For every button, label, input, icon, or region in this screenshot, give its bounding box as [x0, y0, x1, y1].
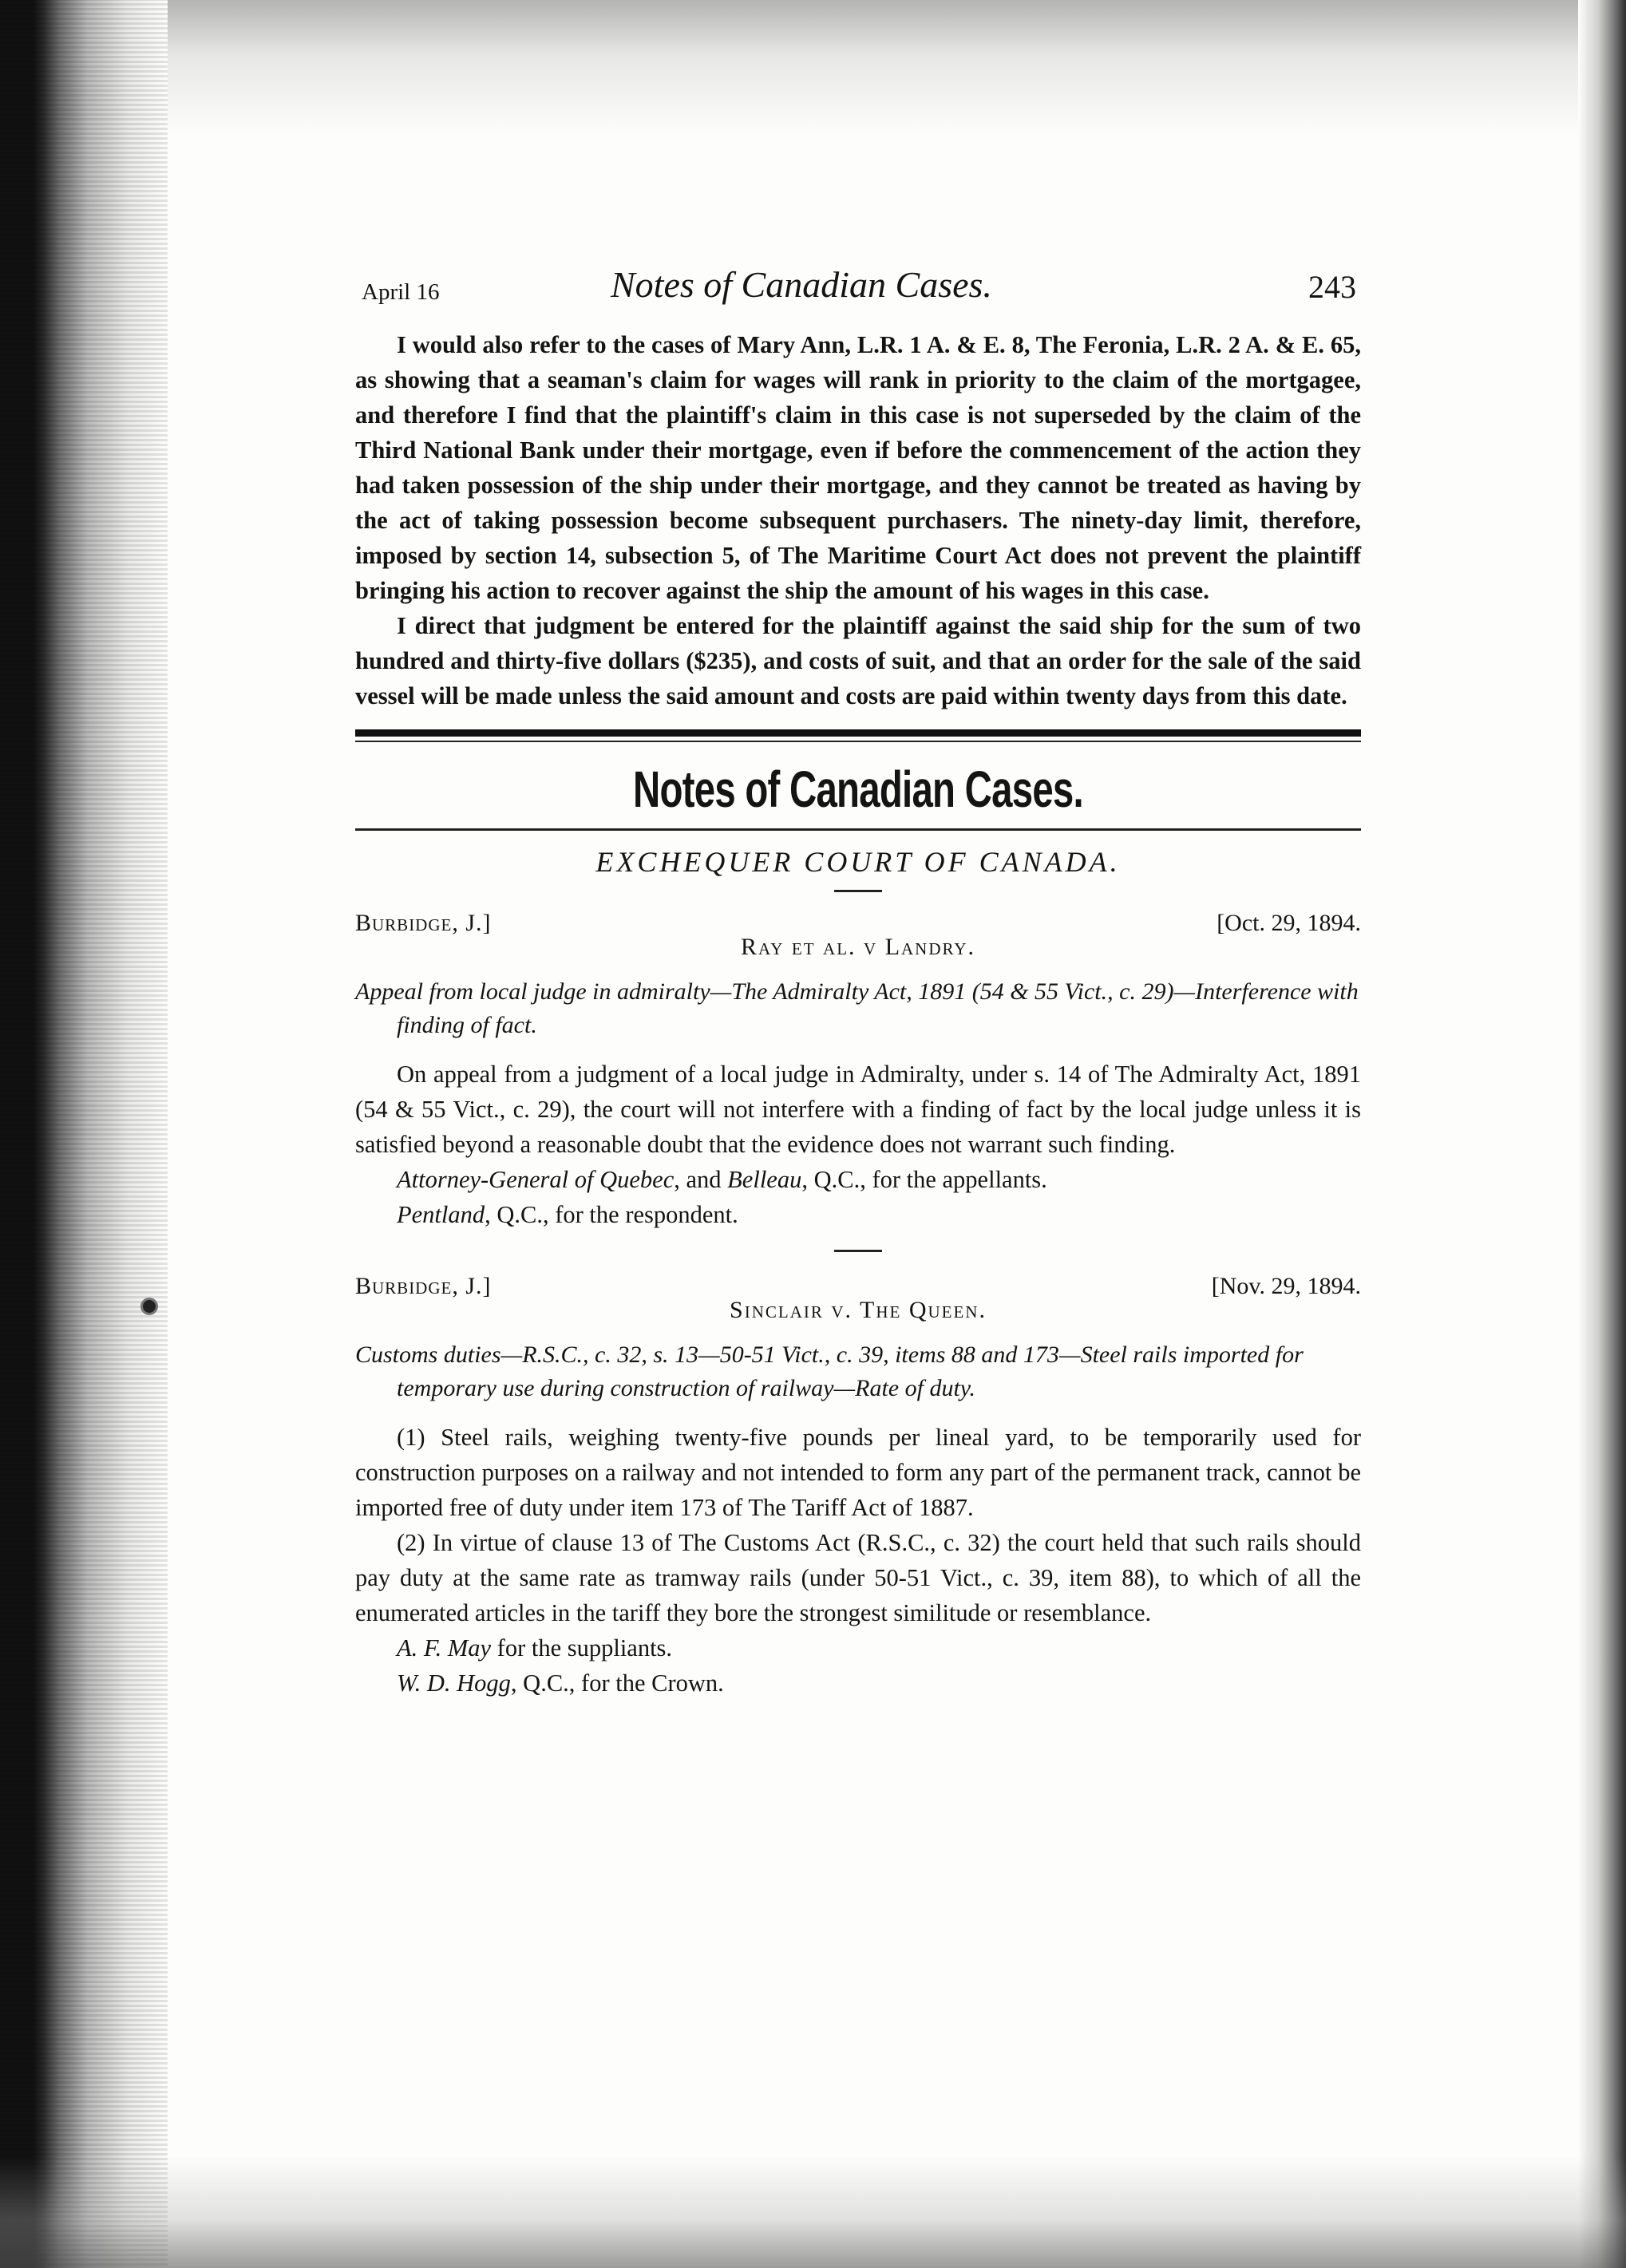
page-number: 243	[1308, 269, 1356, 305]
case-entry	[355, 1273, 1361, 1701]
page-content	[355, 263, 1361, 1701]
section-divider-thick	[355, 729, 1361, 737]
counsel-line: W. D. Hogg, Q.C., for the Crown.	[397, 1669, 724, 1697]
case-entry	[355, 910, 1361, 1232]
judgment-paragraph: I would also refer to the cases of Mary Ann, L.R. 1 A. & E. 8, The Feronia, L.R. 2 A. & E. 65, as showing that a seaman's claim for wages will rank in priority to the claim of the mortgagee, and therefore I find that the plaintiff's claim in this case is not superseded by the claim of the Third National Bank under their mortgage, even if before the commencement of the action they had taken possession of the ship under their mortgage, and they cannot be treated as having by the act of taking possession become subsequent purchasers. The ninety-day limit, therefore, imposed by section 14, subsection 5, of The Maritime Court Act does not prevent the plaintiff bringing his action to recover against the ship the amount of his wages in this case.	[355, 331, 1361, 604]
case-parties: Sinclair v. The Queen.	[730, 1297, 987, 1323]
short-divider	[834, 890, 882, 892]
counsel-line: Pentland, Q.C., for the respondent.	[397, 1201, 738, 1228]
case-date: [Nov. 29, 1894.	[1211, 1273, 1361, 1299]
scan-left-binding-shadow	[0, 0, 168, 2268]
counsel-line: A. F. May for the suppliants.	[397, 1634, 673, 1661]
case-body	[355, 1057, 1361, 1162]
scan-top-shadow	[0, 0, 1626, 136]
scan-right-edge-shadow	[1578, 0, 1626, 2268]
case-judge: Burbidge, J.]	[355, 910, 492, 936]
counsel-line: Attorney-General of Quebec, and Belleau, Q.C., for the appellants.	[397, 1166, 1047, 1193]
title-rule	[355, 828, 1361, 831]
case-header	[355, 910, 1361, 969]
case-parties: Ray et al. v Landry.	[740, 934, 976, 960]
section-divider-thin	[355, 741, 1361, 742]
running-header	[355, 263, 1361, 321]
case-headnote: Customs duties—R.S.C., c. 32, s. 13—50-51 Vict., c. 39, items 88 and 173—Steel rails imported for temporary use during construction of railway—Rate of duty.	[355, 1341, 1304, 1401]
header-title: Notes of Canadian Cases.	[611, 264, 992, 305]
case-header	[355, 1273, 1361, 1332]
scan-bottom-shadow	[0, 2156, 1626, 2268]
short-divider	[834, 1250, 882, 1252]
court-heading: EXCHEQUER COURT OF CANADA.	[595, 846, 1121, 878]
case-paragraph: On appeal from a judgment of a local judge in Admiralty, under s. 14 of The Admiralty Act, 1891 (54 & 55 Vict., c. 29), the court will not interfere with a finding of fact by the local judge unless it is satisfied beyond a reasonable doubt that the evidence does not warrant such finding.	[355, 1061, 1361, 1158]
case-body	[355, 1420, 1361, 1630]
section-title: Notes of Canadian Cases.	[633, 761, 1083, 818]
case-date: [Oct. 29, 1894.	[1217, 910, 1361, 936]
continued-judgment	[355, 327, 1361, 713]
case-headnote: Appeal from local judge in admiralty—The Admiralty Act, 1891 (54 & 55 Vict., c. 29)—Interference with finding of fact.	[355, 978, 1359, 1038]
binding-hole-icon	[140, 1298, 158, 1315]
case-paragraph: (2) In virtue of clause 13 of The Customs Act (R.S.C., c. 32) the court held that such rails should pay duty at the same rate as tramway rails (under 50-51 Vict., c. 39, item 88), to which of all the enumerated articles in the tariff they bore the strongest similitude or resemblance.	[355, 1529, 1361, 1626]
case-judge: Burbidge, J.]	[355, 1273, 492, 1299]
header-date: April 16	[362, 279, 440, 305]
judgment-paragraph: I direct that judgment be entered for the plaintiff against the said ship for the sum of two hundred and thirty-five dollars ($235), and costs of suit, and that an order for the sale of the said vessel will be made unless the said amount and costs are paid within twenty days from this date.	[355, 612, 1361, 709]
case-paragraph: (1) Steel rails, weighing twenty-five pounds per lineal yard, to be temporarily used for construction purposes on a railway and not intended to form any part of the permanent track, cannot be imported free of duty under item 173 of The Tariff Act of 1887.	[355, 1424, 1361, 1521]
